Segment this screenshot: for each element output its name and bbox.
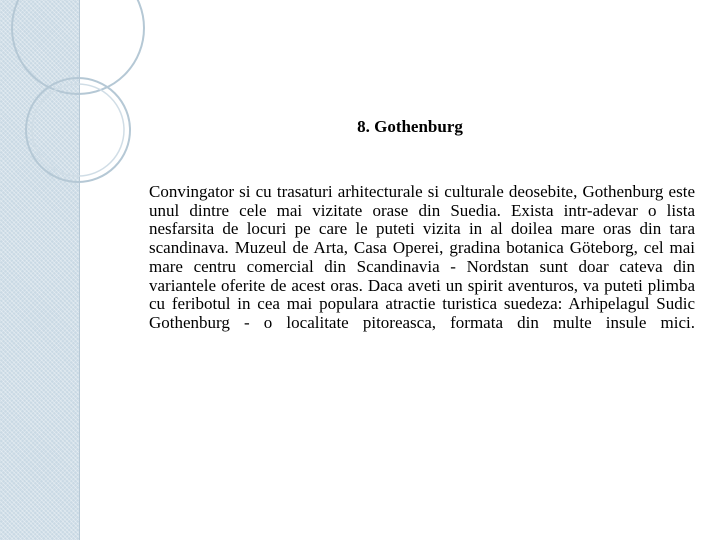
decorative-circles-icon bbox=[0, 0, 160, 220]
lower-ring-inner bbox=[32, 84, 124, 176]
slide-title: 8. Gothenburg bbox=[357, 117, 463, 136]
large-ring bbox=[12, 0, 144, 94]
slide-body-text: Convingator si cu trasaturi arhitecturale si culturale deosebite, Gothenburg este unul dintre cele mai vizitate orase din Suedia. Exista intr-adevar o lista nesfarsita de locuri pe care le puteti vizita in al doilea mare oras din tara scandinava. Muzeul de Arta, Casa Operei, gradina botanica Göteborg, cel mai mare centru comercial din Scandinavia - Nordstan sunt doar cateva din variantele oferite de acest oras. Daca aveti un spirit aventuros, va puteti plimba cu feribotul in cea mai populara atractie turistica suedeza: Arhipelagul Sudic Gothenburg - o localitate pitoreasca, formata din multe insule mici. bbox=[149, 182, 695, 332]
